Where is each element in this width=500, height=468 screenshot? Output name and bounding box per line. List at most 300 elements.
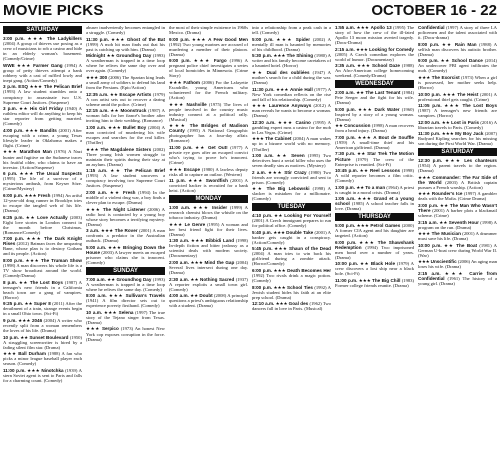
movie-listing: [169, 58, 248, 78]
movie-title: Stir Crazy: [284, 169, 307, 175]
movie-description: (2003) A British captain pursues a French warship. (Action): [418, 179, 497, 190]
movie-listing: [169, 205, 248, 220]
movie-listing: [335, 278, 414, 288]
movie-description: (1985) A school teacher falls in love. (Drama): [335, 201, 414, 212]
star-rating: ★★: [190, 293, 199, 299]
listing-time: 7:00 p.m.: [3, 236, 25, 242]
movie-description: (1954) A parent travels to the region. (Drama): [418, 163, 497, 174]
listing-time: 11:00 p.m.: [3, 367, 26, 373]
movie-title: Death Becomes Her: [287, 267, 331, 273]
movie-listing: [3, 236, 82, 256]
movie-description: (1995) Two detectives hunt a serial killer who uses the seven deadly sins as motives. (Mystery): [252, 153, 331, 169]
movie-description: (2012) A man reveals he wants to become a woman. (Drama): [252, 103, 331, 119]
movie-description: (1976) A Nazi hunter and fugitive on the Sudanese traces his fruitful older, who claims to have an investor. (Action/Suspense): [3, 149, 82, 170]
movie-title: The Pelican Brief: [124, 168, 165, 174]
movie-description: (1997) A story of three LA policemen and the talent associated with it. (Docu-drama): [418, 25, 497, 41]
movie-listing: [335, 196, 414, 211]
movie-listing: [418, 103, 497, 118]
movie-description: (2011) After the derailment of a train, strange events begin in a small Ohio town. (Sci-Fi): [3, 301, 82, 317]
movie-description: (1995) A woman and her best friend fight for their lives. (Drama): [169, 221, 248, 237]
movie-title: Insider: [212, 204, 228, 210]
movie-description: (1961) The history of a young girl. (Drama): [418, 276, 497, 287]
movie-description: (2005) A Czech comedian explores the world of humor. (Documentary): [335, 51, 414, 62]
movie-title: Unscientific: [430, 259, 457, 265]
listing-time: 11 p.m.: [169, 178, 186, 184]
listing-time: Midnight: [86, 53, 106, 59]
star-rating: ★★: [109, 91, 118, 97]
movie-description: (2004) A group of thieves use posing as a crew of musicians to rob a casino and hide in an elderly woman's basement. (Comedy/Crime): [3, 41, 82, 62]
movie-listing: [169, 167, 248, 177]
movie-title: Nashville: [186, 101, 207, 107]
movie-title: Fresh: [122, 189, 136, 195]
star-rating: ★★★: [169, 166, 183, 172]
movie-description: (1983) Former college friends reunite. (Drama): [335, 277, 414, 289]
movie-title: Get Out!: [207, 145, 228, 151]
listing-time: 9:00 p.m.: [169, 58, 191, 64]
movie-listing: [418, 231, 497, 241]
listing-time: 6 p.m.: [3, 171, 18, 177]
movie-listing: [86, 37, 165, 52]
page-header: [0, 0, 500, 23]
listing-column: [252, 25, 331, 465]
movie-listing: [335, 185, 414, 195]
movie-listing: [3, 128, 82, 148]
movie-title: The Boat: [456, 242, 478, 248]
movie-listing: [252, 213, 331, 228]
star-rating: ★★★: [108, 244, 122, 250]
movie-title: Black Hole: [370, 261, 396, 267]
star-rating: ★★: [190, 276, 199, 282]
listing-time: 11:05 p.m.: [418, 103, 442, 109]
movie-description: (1992) A Jewish student hides his faith at an elite prep school. (Drama): [252, 284, 331, 300]
star-rating: ★★★: [111, 36, 125, 42]
movie-title: Concussion: [344, 123, 371, 129]
movie-description: abuser inadvertently becomes entangled in a struggle. (Comedy): [86, 25, 165, 36]
star-rating: ★★★: [190, 238, 204, 244]
listing-time: 11:00 p.m.: [335, 277, 358, 283]
star-rating: ★★★: [25, 257, 40, 263]
movie-listing: [252, 25, 331, 35]
movie-listing: [418, 131, 497, 146]
star-rating: ★★: [18, 106, 29, 112]
movie-listing: [418, 271, 497, 286]
movie-description: (2006) An aging man loses his wife. (Drama): [418, 259, 497, 270]
movie-description: (1973) An honest New York cop exposes corruption in the force. (Drama): [86, 326, 165, 342]
movie-description: (1979) A crew discovers a lost ship near a black hole. (Sci-Fi): [335, 261, 414, 277]
star-rating: ★★★: [191, 36, 207, 42]
movie-title: Ball Durham: [18, 351, 46, 357]
movie-description: (2004) Several lives intersect during one day. (Drama): [169, 259, 248, 276]
star-rating: ★★★: [18, 317, 31, 323]
movie-title: Laurence Anyways: [268, 103, 312, 109]
listing-time: 5:40 p.m.: [252, 229, 272, 235]
movie-title: Ghost of the Bat: [126, 36, 165, 42]
star-rating: ★★: [356, 151, 366, 157]
movie-listing: [252, 87, 331, 102]
movie-description: (2002) A mentally ill man is haunted by memories of his childhood. (Drama): [252, 36, 331, 52]
movie-description: (1992) Two young marines are accused of murdering a member of their platoon. (Drama): [169, 41, 248, 57]
movie-title: Love Actually: [37, 214, 68, 220]
movie-description: (2003) A lawyer meets an escaped prisoner who claims she is innocent. (Comedy): [86, 249, 165, 266]
star-rating: ★★★: [441, 131, 454, 137]
movie-description: (2007) Rudyard Kipling searches for his missing son during the First World War. (Drama): [418, 131, 497, 147]
movie-description: (2002) Three young Irish women struggle to maintain their spirits during their stay at an asylum. (Drama): [86, 146, 165, 167]
movie-title: The Lost Boys: [462, 103, 497, 109]
star-rating: ★★★: [273, 229, 285, 235]
listing-time: 2:00 a.m.: [169, 259, 190, 265]
movie-description: (1987) A teenager's new friends are vampires. (Horror): [418, 108, 497, 119]
listing-time: 5:00 p.m.: [335, 106, 356, 112]
movie-title: Rain Man: [454, 41, 477, 47]
movie-listing: [252, 136, 331, 151]
star-rating: ★★★: [107, 124, 122, 130]
star-rating: ★★★: [357, 134, 372, 140]
movie-listing: [335, 123, 414, 133]
movie-listing: [418, 120, 497, 130]
star-rating: ★★★: [268, 169, 283, 175]
star-rating: ★★: [110, 108, 119, 114]
movie-listing: [169, 25, 248, 35]
movie-title: A Few Good Men: [208, 36, 248, 42]
movie-title: The Magdalene Sisters: [100, 146, 152, 152]
listing-time: 7:30 p.m.: [335, 151, 356, 157]
star-rating: ★★: [252, 186, 264, 192]
movie-listing: [252, 301, 331, 311]
star-rating: ★★★: [86, 146, 99, 152]
movie-title: Seven: [291, 153, 305, 159]
star-rating: ★★★: [273, 267, 286, 273]
star-rating: ★★★: [190, 259, 203, 265]
listing-time: 7:00 p.m.: [335, 134, 356, 140]
movie-description: (1998) A man recovers from a head injury. (Drama): [335, 123, 414, 134]
movie-listing: [86, 168, 165, 188]
movie-description: (1994) Two imprisoned men bond over a number of years. (Drama): [335, 244, 414, 260]
movie-description: (1984) Pete Seeger and the fight for his wife. (Drama): [335, 89, 414, 106]
movie-listing: [252, 230, 331, 245]
listing-time: 6:25 p.m.: [3, 214, 24, 220]
movie-listing: [3, 368, 82, 383]
movie-description: (1992) Two rivals drink a magic potion. (Comedy): [252, 273, 331, 284]
listing-column: [3, 25, 82, 465]
movie-description: (2004) A man wakes up in a bizarre world with no memory. (Thriller): [252, 136, 331, 152]
movie-title: Ninotchka: [41, 367, 64, 373]
movie-description: (1993) A weatherman is trapped in a time loop where he relives the same day over and over again. (Comedy): [86, 53, 165, 74]
star-rating: ★★★: [27, 36, 44, 41]
movie-description: (2001) After escaping with a crime, a young Texas lifestyle leader in Oklahoma makes a flight. (Crime): [3, 127, 82, 148]
listing-time: 5:00 a.m.: [86, 244, 107, 250]
movie-description: (1998) In-depth fiction and bitter jealousy as a scientist deals with modern society. (Documentary): [169, 238, 248, 259]
movie-title: Sullivan's Travels: [125, 293, 165, 299]
movie-description: (2004) A writer who recently split from a woman remembers the loves of his life. (Drama): [3, 317, 82, 334]
movie-title: Star Trek The Motion Picture: [335, 151, 414, 162]
listing-time: 10:00 p.m.: [335, 261, 359, 267]
star-rating: ★★: [20, 334, 29, 340]
movie-description: (2001) A professional thief gets caught. (Crime): [418, 91, 497, 102]
movie-listing: [335, 168, 414, 183]
star-rating: ★★★: [193, 204, 210, 210]
movie-title: The Lost Boys: [29, 279, 63, 285]
movie-description: (1979) A con artist sets out to recover a daring scheme amid the police. (Crime): [86, 91, 165, 107]
movie-listing: [169, 123, 248, 143]
movie-title: 300: [99, 74, 108, 80]
movie-listing: [86, 25, 165, 35]
star-rating: ★★: [110, 168, 122, 174]
movie-description: (1998) A wild reporter becomes a film critic. (Comedy): [335, 168, 414, 184]
movie-title: The Rover: [114, 228, 138, 234]
movie-title: The Heist: [457, 91, 479, 97]
star-rating: ★★★: [418, 74, 431, 80]
star-rating: ★★★: [188, 178, 204, 184]
movie-listing: [86, 228, 165, 243]
star-rating: ★★: [441, 41, 453, 47]
movie-description: (1939) A stern Soviet agent is sent to Paris and falls for a charming count. (Comedy): [3, 367, 82, 383]
listing-time: 2 a.m.: [252, 169, 266, 175]
movie-title: A Bout de Souffle: [373, 134, 414, 140]
movie-listing: [252, 153, 331, 168]
star-rating: ★★★: [3, 149, 18, 155]
movie-listing: [86, 75, 165, 90]
listing-time: 3:00 p.m.: [418, 202, 439, 208]
star-rating: ★★★: [274, 246, 288, 252]
movie-description: (1980) Two friends are wrongly convicted and sent to prison. (Comedy): [252, 169, 331, 185]
movie-description: (1995) The story of how the crew of the ill-fated Apollo 13 moon mission averted tragedy. (Docu-Drama): [335, 25, 414, 46]
listing-time: 11:30 p.m.: [418, 131, 441, 137]
movie-description: (1937) A reporter exploits a small town girl. (Comedy): [169, 276, 248, 292]
listing-time: 12:30 a.m.: [252, 119, 276, 125]
movie-description: (1993) A weatherman is trapped in a time loop where he relives the same day. (Comedy): [86, 276, 165, 292]
movie-listing: [86, 108, 165, 123]
movie-description: (1995) A National Geographic photographer has a four-day affair. (Romance): [169, 128, 248, 144]
movie-title: Escape: [183, 166, 201, 172]
movie-listing: [335, 135, 414, 150]
listing-time: 9:25 p.m.: [3, 301, 24, 307]
movie-description: (1995) A gambling expert runs a casino for the mob in Las Vegas. (Crime): [252, 119, 331, 135]
movie-title: The Last Tenant: [365, 89, 401, 95]
movie-listing: [3, 36, 82, 61]
star-rating: ★★★: [19, 171, 35, 177]
star-rating: ★★★: [273, 284, 286, 290]
movie-listing: [169, 178, 248, 193]
movie-listing: [3, 301, 82, 316]
movie-description: (1959) A small-time thief and his American girlfriend. (Drama): [335, 139, 414, 150]
movie-description: (1987) A woman falls for her fiancé's brother after inviting him to their wedding. (Romance): [86, 108, 165, 124]
movie-title: Groundhog Day: [116, 53, 152, 59]
movie-listing: [169, 277, 248, 292]
movie-listing: [335, 47, 414, 62]
star-rating: ★★★: [86, 206, 101, 212]
listing-time: 6:00 p.m.: [335, 239, 357, 245]
movie-description: (1997) The true story of the Tejano singer from Texas. (Drama): [86, 309, 165, 325]
movie-listing: [86, 190, 165, 205]
movie-title: Petrol Games: [370, 223, 401, 228]
listing-time: 4:00 a.m.: [169, 293, 189, 299]
movie-listing: [252, 70, 331, 85]
movie-listing: [3, 318, 82, 333]
movie-title: Shaun of the Dead: [289, 246, 331, 252]
star-rating: ★★★: [86, 74, 99, 80]
movie-title: The Usual Suspects: [36, 171, 82, 177]
listing-time: 1:00 a.m.: [86, 124, 107, 130]
movie-title: Mind the Gap: [204, 259, 235, 265]
movie-listing: [3, 280, 82, 300]
movie-listing: [86, 147, 165, 167]
star-rating: ★★★: [108, 293, 124, 299]
movie-listing: [3, 84, 82, 104]
movie-title: 2046: [31, 317, 43, 323]
star-rating: ★★★: [24, 192, 37, 198]
movie-description: (1994) A group of petty thieves attempt a bank robbery with a cast of ruffled lowly and inept gang. (Action/Comedy): [3, 62, 82, 83]
movie-title: Bullet Boy: [122, 124, 147, 130]
movie-listing: [418, 203, 497, 218]
movie-description: (1960) Inspired by a story of a young woman. (Drama): [335, 106, 414, 122]
star-rating: ★★★: [252, 136, 264, 142]
movie-title: Moonstruck: [120, 108, 147, 114]
movie-listing: [335, 63, 414, 78]
movie-title: Commander: The Far Side of the World: [418, 174, 497, 185]
listing-time: 5:45 p.m.: [252, 246, 273, 252]
movie-description: (1993) A law student stumbles onto a conspiracy to assassinate two U.S. Supreme Court Justices. (Suspense): [3, 89, 82, 105]
movie-title: The Exorcist: [431, 74, 460, 80]
movie-description: (2001) A banker gets caught in a conspiracy. (Action/Comedy): [252, 229, 331, 245]
listing-time: 7:00 a.m.: [86, 276, 106, 282]
listing-time: 1:00 a.m.: [252, 153, 274, 159]
movie-description: (2004) A man tries to win back his girlfriend during a zombie attack. (Horror/Comedy): [252, 251, 331, 267]
movie-description: (1940) A ruthless editor will do anything to keep his star reporter from getting married. (Comedy): [3, 106, 82, 127]
movie-description: (1994) In the middle of a violent drug war, a boy finds a clever plan to escape. (Drama): [86, 189, 165, 205]
movie-title: Seventh Hour: [448, 219, 479, 225]
movie-title: The Big Chill: [372, 277, 401, 283]
listing-time: 2:15 a.m.: [335, 46, 355, 52]
star-rating: ★★: [440, 58, 450, 64]
movie-listing: [86, 92, 165, 107]
star-rating: ★★: [276, 153, 289, 159]
movie-title: Le Genre: [184, 221, 206, 227]
movie-title: Grand et a young school: [335, 196, 414, 207]
star-rating: ★★★: [3, 351, 17, 357]
channel-badge: WWE: [3, 62, 15, 68]
star-rating: ★★★: [444, 270, 466, 276]
movie-title: Goal des: [288, 301, 309, 307]
movie-description: (1988) An Afro-American college homecoming weekend. (Comedy/Drama): [335, 63, 414, 79]
movie-description: (1977) A New York comedian reflects on the rise and fall of his relationship. (Comedy): [252, 86, 331, 102]
movie-title: Fargo: [213, 58, 227, 64]
movie-description: (1947) A mother's search for a child during the war. (Drama): [252, 69, 331, 85]
movie-listing: [335, 90, 414, 105]
movie-description: (1995) The life of a survivor of a mysterious ambush, from Keyser Söze. (Crime/Mystery): [3, 176, 82, 192]
star-rating: ★★: [441, 119, 450, 125]
movie-title: Swordfish: [205, 178, 228, 184]
listing-time: 2:15 a.m.: [418, 270, 441, 276]
star-rating: ★★: [360, 261, 369, 267]
movie-title: The Bridges of Madison County: [169, 123, 248, 134]
star-rating: ★★★: [356, 223, 369, 228]
movie-title: School Dance: [451, 58, 483, 64]
movie-description: (1973) When a girl is possessed, her mother seeks help. (Horror): [418, 74, 497, 91]
listing-time: 12:30 p.m.: [418, 158, 443, 164]
movie-listing: [169, 293, 248, 308]
star-rating: ★★: [335, 123, 343, 129]
movie-description: (2016) A librarian travels to Paris. (Comedy): [418, 119, 497, 130]
star-rating: ★★★: [25, 127, 39, 133]
movie-title: Escape Artists: [119, 91, 152, 97]
movie-title: The Pelican Brief: [43, 84, 82, 90]
day-heading: WEDNESDAY: [335, 80, 414, 88]
movie-title: His Girl Friday: [29, 106, 63, 112]
movie-listing: [335, 223, 414, 238]
movie-listing: [418, 191, 497, 201]
movie-listing: [418, 58, 497, 73]
movie-description: (1964) A priest is caught in a moral crisis. (Drama): [335, 184, 414, 195]
movie-listing: [169, 80, 248, 100]
listing-time: 11:30 p.m.: [252, 86, 275, 92]
listing-time: 10 p.m.: [3, 334, 19, 340]
movie-listing: [3, 106, 82, 126]
star-rating: ★★★: [26, 236, 42, 242]
star-rating: ★★: [359, 168, 369, 174]
listing-time: 3 p.m.: [3, 84, 17, 90]
movie-description: (1998) A man discovers his whole life is a TV show broadcast around the world. (Comedy/Drama): [3, 262, 82, 279]
movie-title: Spider: [295, 36, 311, 42]
movie-description: (1996) A pregnant police chief investigates a series of local homicides in Minnesota. (Crime Story): [169, 58, 248, 79]
star-rating: ★★: [195, 145, 206, 151]
listing-time: 3:00 p.m.: [3, 36, 25, 41]
movie-listing: [418, 259, 497, 269]
listing-time: 9:00 p.m.: [169, 36, 190, 42]
listing-time: 9 p.m.: [3, 317, 17, 323]
star-rating: ★★: [356, 184, 364, 190]
movie-description: (2006) For the Lafayette Escadrille, young Americans who volunteered for the French military. (Action): [169, 79, 248, 101]
movie-title: Apollo 13: [370, 25, 392, 30]
movie-title: Rounder's Ice: [431, 191, 463, 197]
movie-listing: [335, 151, 414, 166]
movie-description: (1999) A research chemist blows the whistle on the tobacco industry. (Drama): [169, 204, 248, 221]
star-rating: ★★★: [86, 326, 100, 332]
movie-title: School Daze: [372, 63, 400, 69]
listing-time: 12:15 a.m.: [86, 108, 109, 114]
movie-listing: [86, 293, 165, 308]
movie-title: My Boy Jack: [455, 131, 484, 137]
listing-time: 3:15 a.m.: [418, 219, 438, 225]
star-rating: ★★★: [103, 309, 117, 315]
movie-description: (1980) A lawless deputy risks all to capture an outlaw. (Western): [169, 166, 248, 177]
movie-listing: [3, 149, 82, 169]
star-rating: ★★: [107, 276, 116, 282]
movie-title: Dark Water: [374, 106, 400, 112]
movie-title: The Musician: [431, 231, 461, 237]
day-heading: SUNDAY: [86, 267, 165, 275]
movie-listing: [86, 310, 165, 325]
listing-time: 11:30 p.m.: [86, 36, 110, 42]
star-rating: ★★★: [27, 367, 40, 373]
day-heading: THURSDAY: [335, 213, 414, 221]
listing-time: 10:00 p.m.: [418, 91, 441, 97]
star-rating: ★★★: [359, 239, 376, 245]
movie-title: The Shining: [286, 53, 314, 59]
listings-columns: [3, 25, 497, 465]
listing-time: 8:00 p.m.: [252, 284, 273, 290]
star-rating: ★★★: [100, 228, 114, 234]
star-rating: ★★★: [357, 63, 371, 69]
movie-description: (2001) A barber plots a blackmail scheme. (Crime): [418, 207, 497, 218]
movie-title: The Cabinet: [265, 136, 292, 142]
listing-time: 6:00 p.m.: [3, 192, 24, 198]
star-rating: ★★: [252, 69, 264, 75]
listing-time: 2:00 a.m.: [335, 89, 355, 95]
movie-listing: [335, 240, 414, 260]
listing-time: 3:35 a.m.: [335, 63, 356, 69]
movie-description: (2001) A man confronts a predator in the Australian outback. (Drama): [86, 228, 165, 244]
movie-description: (1975) The lives of people involved in the country music industry connect at a political rally. (Musical): [169, 101, 248, 122]
